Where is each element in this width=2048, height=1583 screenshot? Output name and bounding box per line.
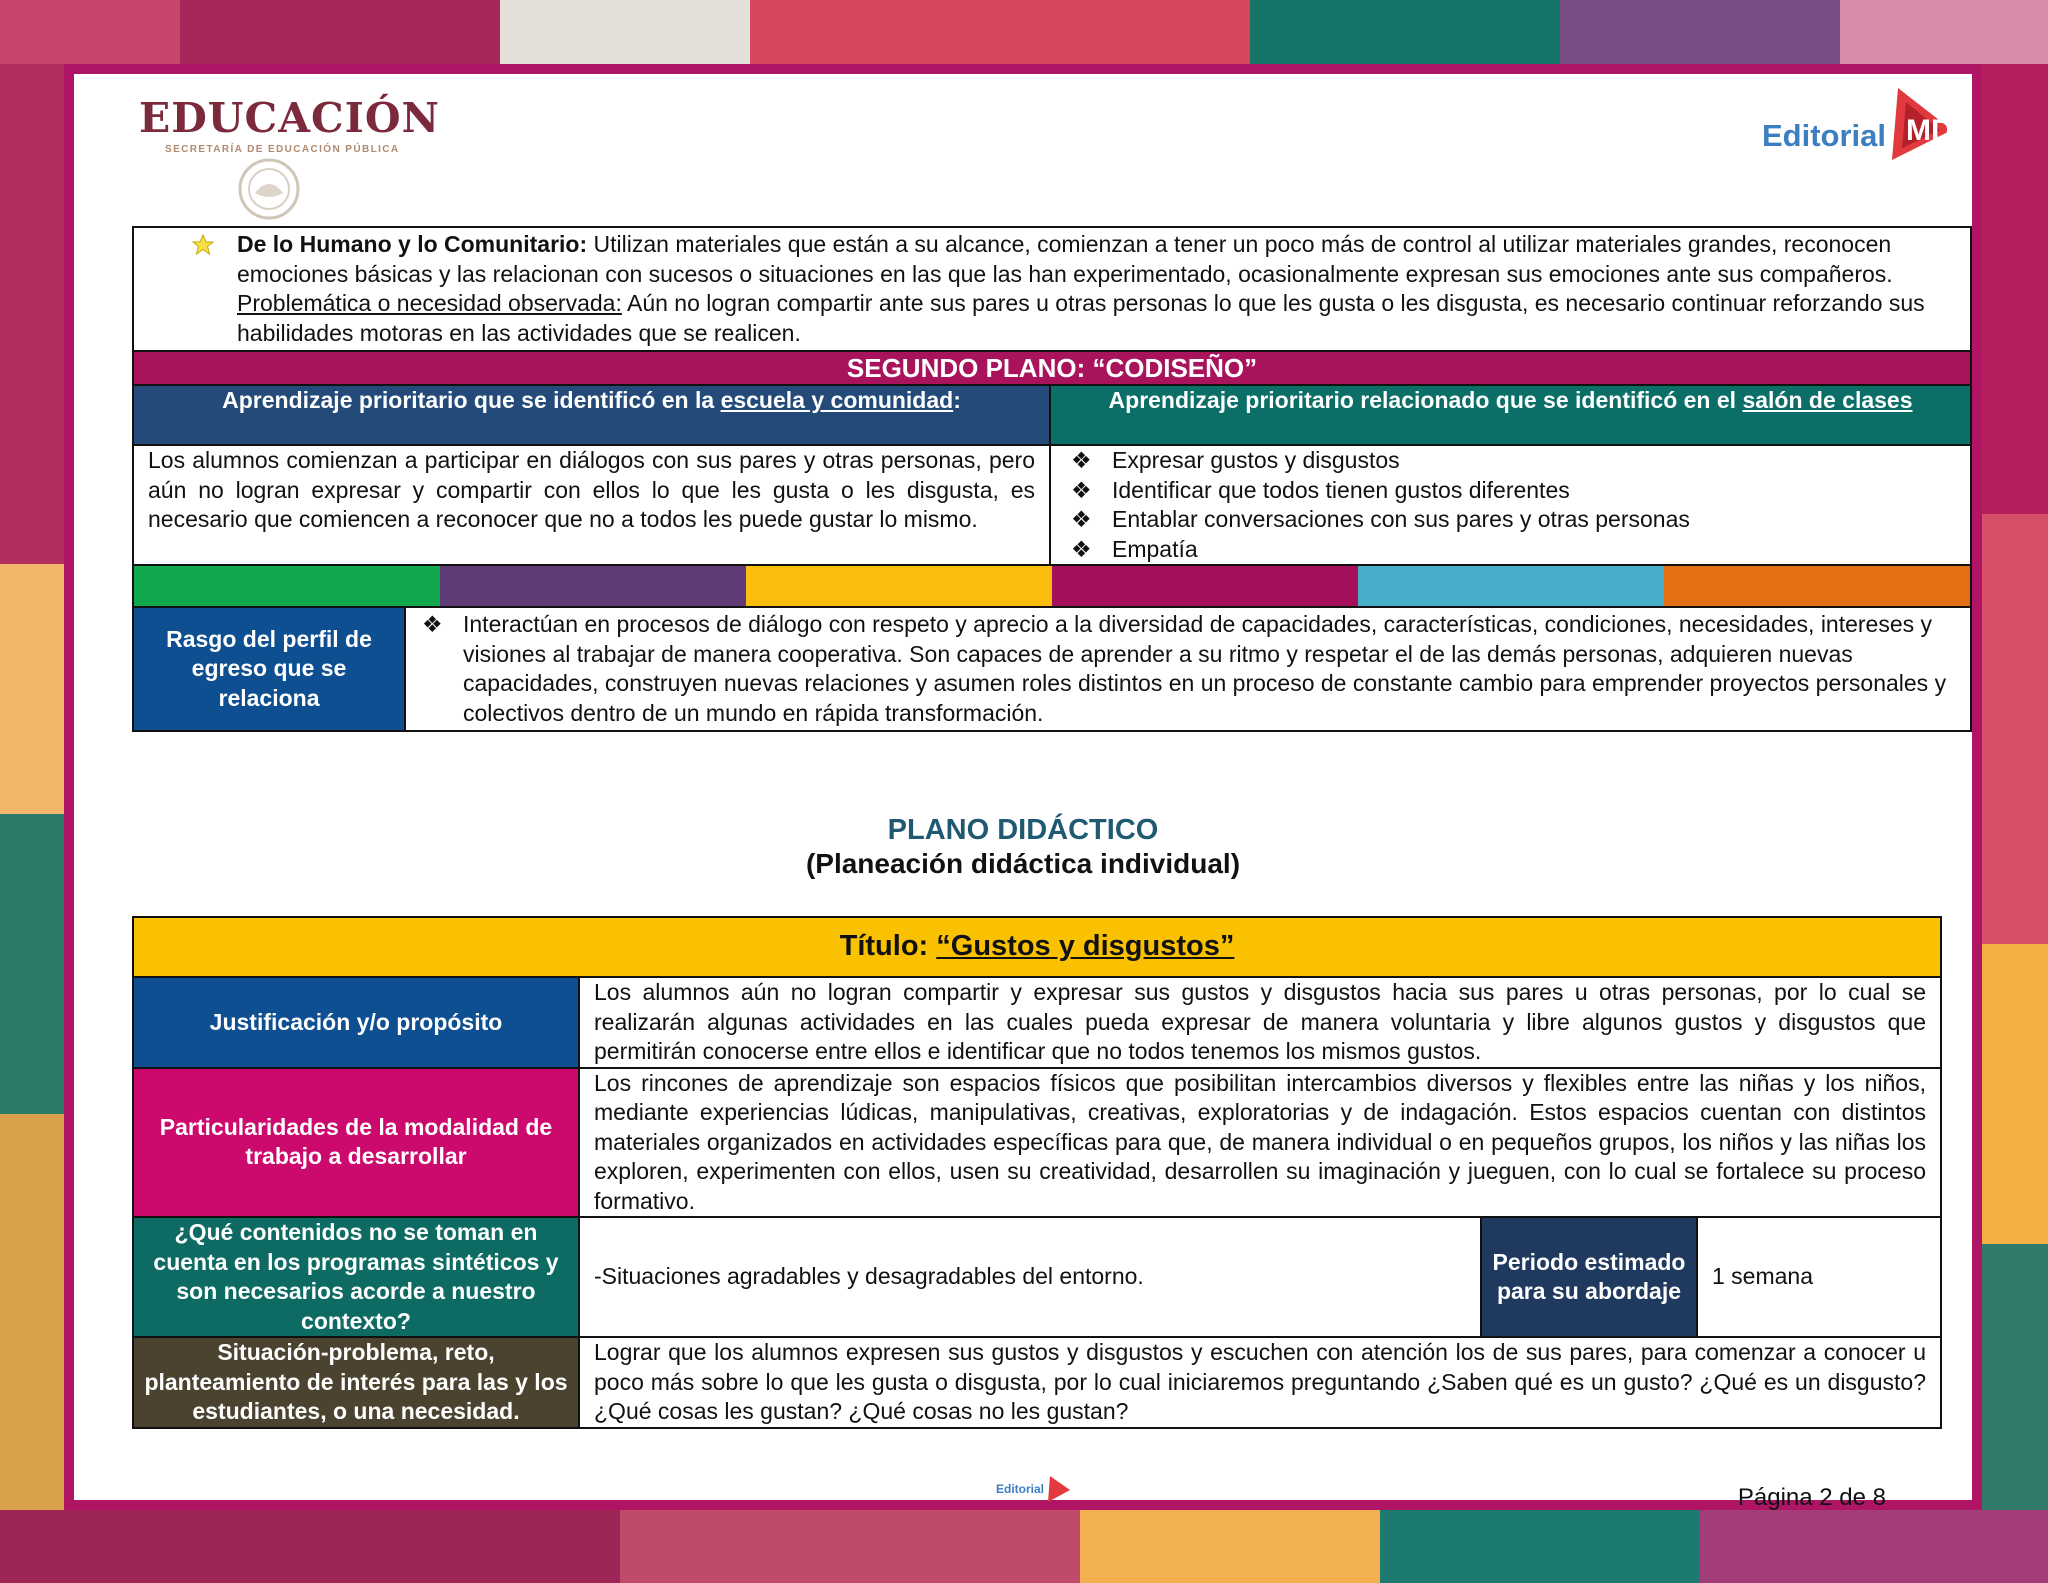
list-item: ❖ Identificar que todos tienen gustos diferentes <box>1065 476 1960 506</box>
list-item: ❖ Entablar conversaciones con sus pares y otras personas <box>1065 505 1960 535</box>
document-page <box>64 64 1982 1510</box>
background-tile <box>1250 0 1560 64</box>
background-tile <box>1840 0 2048 64</box>
titulo-label: Título: <box>839 930 929 963</box>
background-tile <box>1982 64 2048 514</box>
editorial-logo-text: Editorial <box>1761 118 1886 153</box>
particularidades-text: Los rincones de aprendizaje son espacios físicos que posibilitan intercambios diversos y flexibles entre las niñas y los niños, mediante experiencias lúdicas, manipulativas, creativas, exploratorias y de indagación. Estos espacios cuentan con distintos materiales organizados en actividades específicas para que, de manera individual o en pequeños grupos, los niños y las niñas los exploren, experimenten con ellos, usen su creatividad, desarrollen su imaginación y jueguen, con lo cual se fortalece su proceso formativo. <box>579 1068 1941 1218</box>
particularidades-label: Particularidades de la modalidad de trabajo a desarrollar <box>133 1068 579 1218</box>
left-header-pre: Aprendizaje prioritario que se identificó en la <box>222 387 715 413</box>
justificacion-text: Los alumnos aún no logran compartir y expresar sus gustos y disgustos hacia sus pares u otras personas, por lo cual se realizarán algunas actividades en las cuales pueda expresar de manera voluntaria y libre algunos gustos y disgustos que permitirán conocerse entre ellos e identificar que no todos tenemos los mismos gustos. <box>579 977 1941 1068</box>
problem-text: Aún no logran compartir ante sus pares u otras personas lo que les gusta o les disgusta, es necesario continuar reforzando sus habilidades motoras en las actividades que se realicen. <box>237 290 1925 346</box>
footer-editorial-logo <box>996 1474 1076 1504</box>
list-item: ❖ Empatía <box>1065 535 1960 565</box>
periodo-value: 1 semana <box>1697 1217 1941 1337</box>
area-label: De lo Humano y lo Comunitario: <box>237 231 588 257</box>
background-tile <box>620 1510 1080 1583</box>
editorial-md-logo <box>1736 84 1956 168</box>
perfil-cell <box>405 607 1971 731</box>
diamond-bullet-icon: ❖ <box>1071 506 1092 532</box>
right-header-link: salón de clases <box>1742 387 1913 413</box>
titulo-value: “Gustos y disgustos” <box>936 930 1235 963</box>
left-aprendizaje-header <box>133 385 1050 445</box>
contenidos-text: -Situaciones agradables y desagradables del entorno. <box>579 1217 1481 1337</box>
justificacion-label: Justificación y/o propósito <box>133 977 579 1068</box>
background-tile <box>500 0 750 64</box>
list-item <box>416 610 1950 728</box>
background-tile <box>750 0 1250 64</box>
background-tile <box>0 1510 620 1583</box>
educacion-logo-subtitle: SECRETARÍA DE EDUCACIÓN PÚBLICA <box>165 144 400 155</box>
background-tile <box>0 0 180 64</box>
md-triangle-icon <box>1876 84 1956 168</box>
background-tile <box>0 564 64 814</box>
national-seal-icon <box>237 157 301 221</box>
color-strip <box>133 565 1971 607</box>
context-cell <box>133 227 1971 351</box>
background-tile <box>1560 0 1840 64</box>
color-strip-row <box>133 565 1971 607</box>
segundo-plano-title: SEGUNDO PLANO: “CODISEÑO” <box>133 351 1971 385</box>
background-tile <box>0 814 64 1114</box>
md-triangle-icon <box>1042 1474 1072 1504</box>
contenidos-label: ¿Qué contenidos no se toman en cuenta en los programas sintéticos y son necesarios acorde a nuestro contexto? <box>133 1217 579 1337</box>
educacion-logo-title: EDUCACIÓN <box>139 94 441 142</box>
perfil-text: Interactúan en procesos de diálogo con respeto y aprecio a la diversidad de capacidades, características, condiciones, necesidades, intereses y visiones al trabajar de manera cooperativa. Son capaces de aprender a su ritmo y respetar el de las demás personas, adquieren nuevas capacidades, construyen nuevas relaciones y asumen roles distintos en un proceso de constante cambio para emprender proyectos personales y colectivos dentro de un mundo en rápida transformación. <box>463 611 1947 726</box>
codiseno-table <box>132 226 1972 732</box>
segundo-plano-row <box>133 351 1971 385</box>
planeacion-table <box>132 916 1942 1429</box>
left-aprendizaje-text: Los alumnos comienzan a participar en diálogos con sus pares y otras personas, pero aún no logran expresar y compartir con ellos lo que les gusta o les disgusta, es necesario que comiencen a reconocer que no a todos les puede gustar lo mismo. <box>133 445 1050 565</box>
plano-didactico-subtitle: (Planeación didáctica individual) <box>805 848 1241 879</box>
perfil-label: Rasgo del perfil de egreso que se relaciona <box>133 607 405 731</box>
situacion-label: Situación-problema, reto, planteamiento de interés para las y los estudiantes, o una necesidad. <box>133 1337 579 1428</box>
perfil-row <box>133 607 1971 731</box>
periodo-label: Periodo estimado para su abordaje <box>1481 1217 1697 1337</box>
area-text: Utilizan materiales que están a su alcance, comienzan a tener un poco más de control al utilizar materiales grandes, reconocen emociones básicas y las relacionan con sucesos o situaciones en las que las han experimentado, ocasionalmente expresan sus emociones ante sus compañeros. <box>237 231 1893 287</box>
diamond-bullet-icon: ❖ <box>422 611 443 637</box>
diamond-bullet-icon: ❖ <box>1071 447 1092 473</box>
titulo-cell <box>133 917 1941 977</box>
diamond-bullet-icon: ❖ <box>1071 476 1092 503</box>
right-aprendizaje-header <box>1050 385 1971 445</box>
right-aprendizaje-list <box>1050 445 1971 565</box>
footer-logo-text: Editorial <box>996 1482 1045 1496</box>
page-number: Página 2 de 8 <box>1737 1484 1886 1511</box>
background-tile <box>180 0 500 64</box>
background-tile <box>1982 514 2048 944</box>
background-tile <box>0 64 64 564</box>
right-header-pre: Aprendizaje prioritario relacionado que se identificó en el <box>1108 387 1737 413</box>
problem-label: Problemática o necesidad observada: <box>237 290 622 316</box>
diamond-bullet-icon: ❖ <box>1071 535 1092 562</box>
list-item: ❖ Expresar gustos y disgustos <box>1065 446 1960 476</box>
justificacion-row <box>133 977 1941 1068</box>
aprendizaje-header-row <box>133 385 1971 445</box>
situacion-text: Lograr que los alumnos expresen sus gustos y disgustos y escuchen con atención los de sus pares, para comenzar a conocer u poco más sobre lo que les gusta o disgusta, por lo cual iniciaremos preguntando ¿Saben qué es un gusto? ¿Qué es un disgusto? ¿Qué cosas les gustan? ¿Qué cosas no les gustan? <box>579 1337 1941 1428</box>
particularidades-row <box>133 1068 1941 1218</box>
aprendizaje-content-row <box>133 445 1971 565</box>
background-tile <box>1080 1510 1380 1583</box>
svg-text:MD: MD <box>1906 114 1953 147</box>
left-header-link: escuela y comunidad <box>720 387 954 413</box>
situacion-row <box>133 1337 1941 1428</box>
background-tile <box>1380 1510 1700 1583</box>
contenidos-row <box>133 1217 1941 1337</box>
left-header-post: : <box>953 387 961 413</box>
star-bullet-icon <box>192 234 214 256</box>
context-row <box>133 227 1971 351</box>
background-tile <box>1700 1510 2048 1583</box>
plano-didactico-title: PLANO DIDÁCTICO <box>887 814 1159 846</box>
background-tile <box>1982 944 2048 1244</box>
titulo-row <box>133 917 1941 977</box>
educacion-logo <box>139 94 440 155</box>
